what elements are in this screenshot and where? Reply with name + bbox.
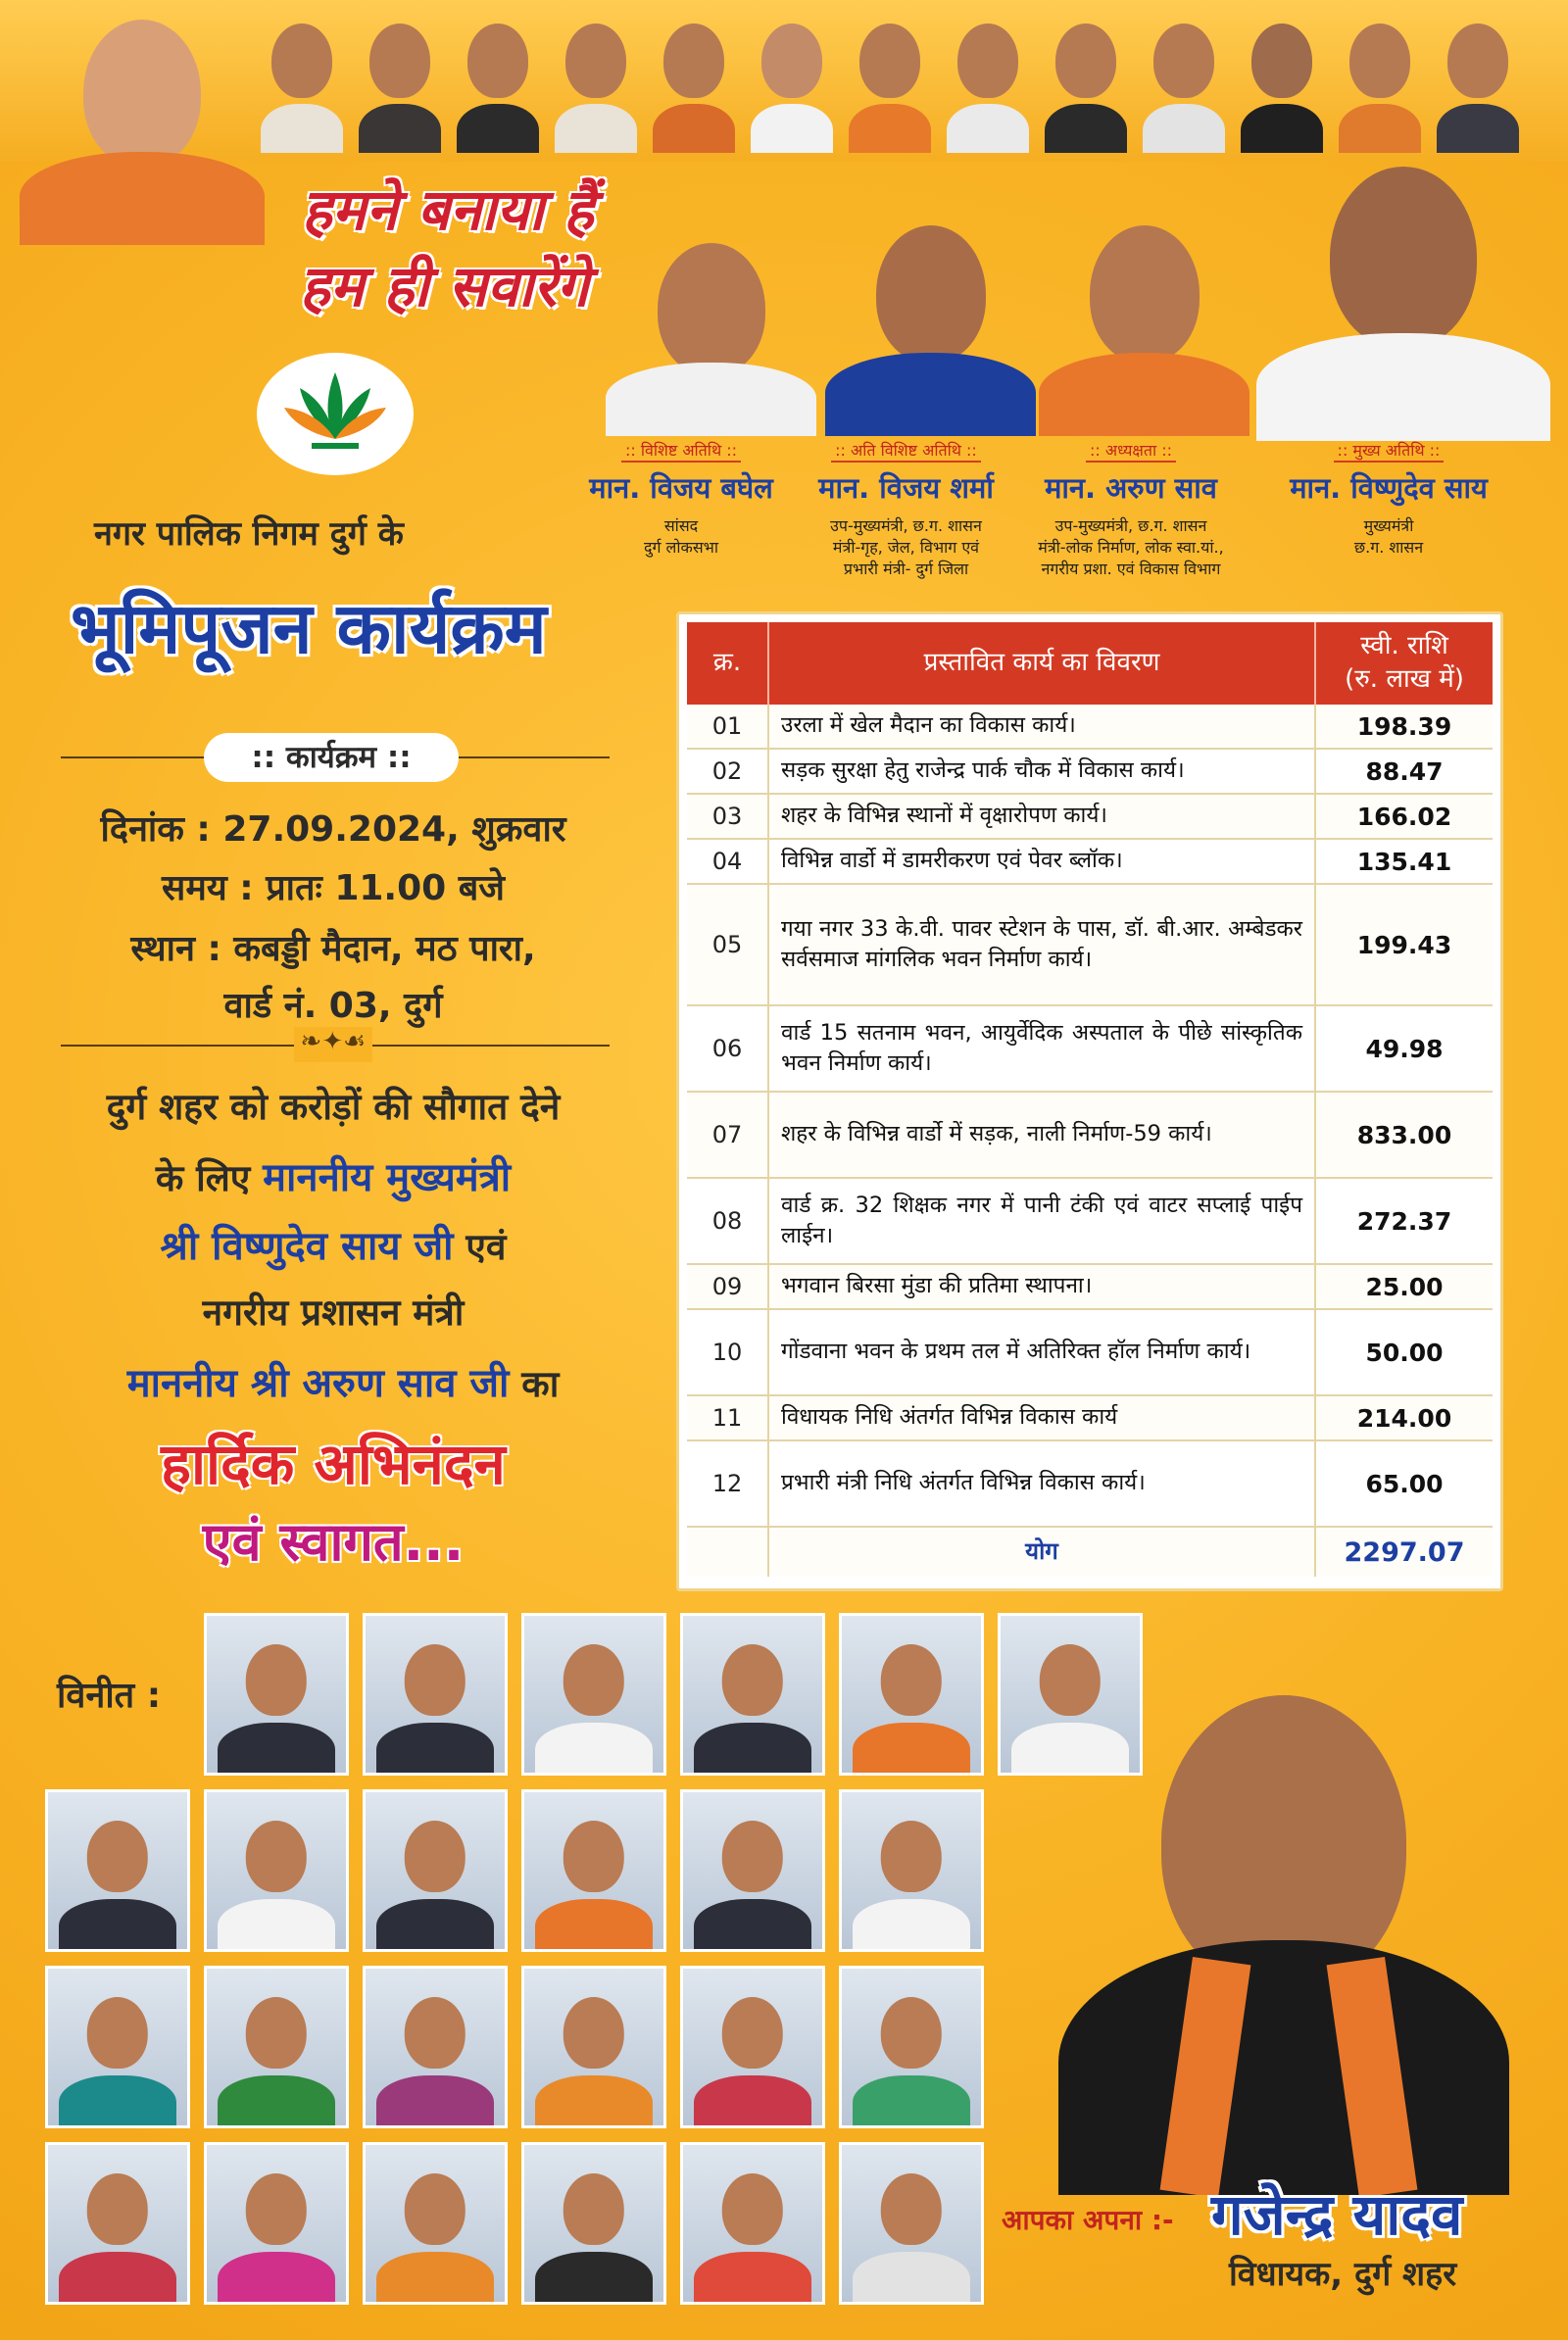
header-description: प्रस्तावित कार्य का विवरण <box>767 622 1316 705</box>
leader-photo <box>1433 6 1523 153</box>
row-description: विभिन्न वार्डो में डामरीकरण एवं पेवर ब्लॉक। <box>767 840 1316 883</box>
program-label: :: कार्यक्रम :: <box>204 733 459 782</box>
table-row <box>687 795 1493 840</box>
guest-name: मान. विजय शर्मा <box>818 471 994 505</box>
leader-photo <box>1335 6 1425 153</box>
message-line-4: नगरीय प्रशासन मंत्री <box>202 1292 465 1334</box>
table-row <box>687 750 1493 795</box>
row-description: वार्ड क्र. 32 शिक्षक नगर में पानी टंकी एवं वाटर सप्लाई पाईप लाईन। <box>767 1179 1316 1263</box>
table-row <box>687 1396 1493 1441</box>
row-serial: 09 <box>711 1273 743 1300</box>
header-amount-line2: (रु. लाख में) <box>1345 664 1464 694</box>
table-row <box>687 705 1493 750</box>
aapka-apna-label: आपका अपना :- <box>1002 2204 1174 2236</box>
row-serial: 02 <box>711 757 743 785</box>
event-title: भूमिपूजन कार्यक्रम <box>71 587 547 669</box>
guest-role: :: मुख्य अतिथि :: <box>1334 439 1445 463</box>
supporter-photo <box>839 1613 984 1776</box>
guest-desc: मंत्री-लोक निर्माण, लोक स्वा.यां., <box>1038 538 1224 557</box>
guest-role: :: विशिष्ट अतिथि :: <box>621 439 741 463</box>
bjp-lotus-logo <box>257 353 414 475</box>
message-highlight: श्री विष्णुदेव साय जी <box>160 1224 454 1269</box>
message-text: के लिए <box>155 1157 264 1199</box>
organizer-line: नगर पालिक निगम दुर्ग के <box>94 514 404 554</box>
row-serial: 11 <box>711 1404 743 1432</box>
row-amount: 214.00 <box>1356 1403 1452 1433</box>
mla-photo <box>1019 1627 1548 2195</box>
row-amount: 25.00 <box>1365 1272 1444 1301</box>
guest-desc: नगरीय प्रशा. एवं विकास विभाग <box>1041 560 1221 578</box>
supporter-photo <box>521 1789 666 1952</box>
leader-photo <box>747 6 837 153</box>
leader-photo <box>1041 6 1131 153</box>
row-amount: 50.00 <box>1365 1338 1444 1367</box>
table-row <box>687 1441 1493 1528</box>
mla-name: गजेन्द्र यादव <box>1211 2181 1463 2248</box>
total-empty <box>687 1528 767 1577</box>
guest-3 <box>1017 439 1245 579</box>
mla-designation: विधायक, दुर्ग शहर <box>1229 2255 1457 2294</box>
greeting-line-2: एवं स्वागत... <box>202 1511 465 1573</box>
leader-photo <box>453 6 543 153</box>
supporter-photo <box>680 2142 825 2305</box>
slogan-line-2: हम ही सवारेंगे <box>300 253 589 319</box>
message-text: का <box>509 1363 560 1405</box>
supporter-photo <box>680 1789 825 1952</box>
row-serial: 06 <box>711 1035 743 1062</box>
row-description: प्रभारी मंत्री निधि अंतर्गत विभिन्न विकास कार्य। <box>767 1441 1316 1526</box>
guest-4 <box>1247 439 1531 558</box>
row-description: शहर के विभिन्न वार्डो में सड़क, नाली निर्माण-59 कार्य। <box>767 1093 1316 1177</box>
row-serial: 07 <box>711 1121 743 1148</box>
event-time: समय : प्रातः 11.00 बजे <box>161 868 505 908</box>
guest-role: :: अध्यक्षता :: <box>1086 439 1176 463</box>
header-serial: क्र. <box>712 648 742 678</box>
guest-photo-arun-sao <box>1039 206 1250 436</box>
row-amount: 833.00 <box>1356 1120 1452 1149</box>
row-description: गया नगर 33 के.वी. पावर स्टेशन के पास, डॉ. बी.आर. अम्बेडकर सर्वसमाज मांगलिक भवन निर्माण कार्य। <box>767 885 1316 1004</box>
supporter-photo <box>839 1966 984 2128</box>
row-amount: 199.43 <box>1356 930 1452 959</box>
supporter-photo <box>204 2142 349 2305</box>
supporter-photo <box>521 2142 666 2305</box>
guest-desc: दुर्ग लोकसभा <box>643 538 719 557</box>
row-serial: 01 <box>711 712 743 740</box>
table-body <box>679 614 1500 1588</box>
event-place-2: वार्ड नं. 03, दुर्ग <box>223 986 443 1026</box>
table-row <box>687 1093 1493 1179</box>
supporter-photo <box>363 2142 508 2305</box>
table-row <box>687 1006 1493 1093</box>
supporter-photo <box>839 1789 984 1952</box>
guest-2 <box>796 439 1016 579</box>
guest-desc: प्रभारी मंत्री- दुर्ग जिला <box>843 560 969 578</box>
slogan-line-1: हमने बनाया हैं <box>302 176 594 243</box>
row-serial: 08 <box>711 1207 743 1235</box>
event-date: दिनांक : 27.09.2024, शुक्रवार <box>100 809 566 850</box>
row-description: गोंडवाना भवन के प्रथम तल में अतिरिक्त हॉल निर्माण कार्य। <box>767 1310 1316 1394</box>
supporter-photo <box>839 2142 984 2305</box>
supporter-photo <box>363 1966 508 2128</box>
row-description: शहर के विभिन्न स्थानों में वृक्षारोपण कार्य। <box>767 795 1316 838</box>
row-amount: 166.02 <box>1356 802 1452 831</box>
message-line-5 <box>20 1354 666 1408</box>
supporter-photo <box>45 1789 190 1952</box>
row-description: उरला में खेल मैदान का विकास कार्य। <box>767 705 1316 748</box>
table-row <box>687 1179 1493 1265</box>
vinit-label: विनीत : <box>57 1676 162 1716</box>
supporter-photo <box>680 1966 825 2128</box>
guest-name: मान. विष्णुदेव साय <box>1290 471 1488 505</box>
total-label: योग <box>767 1528 1316 1577</box>
message-line-2 <box>20 1148 647 1202</box>
guest-desc: उप-मुख्यमंत्री, छ.ग. शासन <box>1054 516 1207 535</box>
supporter-photo <box>363 1789 508 1952</box>
guest-desc: मंत्री-गृह, जेल, विभाग एवं <box>832 538 980 557</box>
table-row <box>687 840 1493 885</box>
leader-photo <box>355 6 445 153</box>
table-row <box>687 885 1493 1006</box>
guest-photo-vijay-sharma <box>825 206 1036 436</box>
guest-desc: उप-मुख्यमंत्री, छ.ग. शासन <box>830 516 982 535</box>
row-serial: 05 <box>711 931 743 958</box>
row-description: विधायक निधि अंतर्गत विभिन्न विकास कार्य <box>767 1396 1316 1439</box>
guest-desc: मुख्यमंत्री <box>1363 516 1414 535</box>
guest-name: मान. विजय बघेल <box>589 471 773 505</box>
total-value: 2297.07 <box>1344 1536 1465 1568</box>
leader-photo <box>551 6 641 153</box>
leader-photo <box>1237 6 1327 153</box>
row-amount: 135.41 <box>1356 847 1452 876</box>
message-highlight: माननीय श्री अरुण साव जी <box>126 1361 510 1406</box>
guest-name: मान. अरुण साव <box>1045 471 1217 505</box>
event-place-1: स्थान : कबड्डी मैदान, मठ पारा, <box>130 929 536 969</box>
message-text: एवं <box>453 1226 507 1268</box>
row-amount: 198.39 <box>1356 711 1452 741</box>
guest-role: :: अति विशिष्ट अतिथि :: <box>831 439 981 463</box>
supporter-photo <box>521 1966 666 2128</box>
leader-photo <box>649 6 739 153</box>
leader-photo <box>943 6 1033 153</box>
row-description: सड़क सुरक्षा हेतु राजेन्द्र पार्क चौक में विकास कार्य। <box>767 750 1316 793</box>
supporter-photo <box>45 1966 190 2128</box>
header-amount-line1: स्वी. राशि <box>1360 631 1448 661</box>
message-line-3 <box>20 1217 647 1271</box>
message-highlight: माननीय मुख्यमंत्री <box>263 1155 512 1200</box>
leader-photo <box>845 6 935 153</box>
table-total-row <box>687 1528 1493 1577</box>
message-line-1: दुर्ग शहर को करोड़ों की सौगात देने <box>106 1086 561 1128</box>
greeting-line-1: हार्दिक अभिनंदन <box>161 1431 506 1497</box>
row-amount: 272.37 <box>1356 1206 1452 1236</box>
guest-desc: सांसद <box>663 516 699 535</box>
works-table <box>676 611 1503 1591</box>
row-description: वार्ड 15 सतनाम भवन, आयुर्वेदिक अस्पताल के पीछे सांस्कृतिक भवन निर्माण कार्य। <box>767 1006 1316 1091</box>
ornament-icon: ❧✦☙ <box>294 1027 372 1062</box>
guest-photo-vijay-baghel <box>606 225 816 436</box>
row-serial: 12 <box>711 1470 743 1497</box>
supporter-photo <box>363 1613 508 1776</box>
leader-photo-large <box>20 0 265 245</box>
supporter-photo <box>680 1613 825 1776</box>
row-description: भगवान बिरसा मुंडा की प्रतिमा स्थापना। <box>767 1265 1316 1308</box>
row-serial: 03 <box>711 803 743 830</box>
row-amount: 88.47 <box>1365 756 1444 786</box>
table-row <box>687 1265 1493 1310</box>
guest-desc: छ.ग. शासन <box>1353 538 1424 557</box>
table-row <box>687 1310 1493 1396</box>
supporter-photo <box>45 2142 190 2305</box>
leader-photo <box>257 6 347 153</box>
guest-1 <box>559 439 804 558</box>
supporter-photo <box>204 1789 349 1952</box>
row-serial: 04 <box>711 848 743 875</box>
supporter-photo <box>204 1966 349 2128</box>
guest-photo-vishnudeo-sai <box>1256 147 1550 441</box>
leader-photo <box>1139 6 1229 153</box>
row-amount: 49.98 <box>1365 1034 1444 1063</box>
row-serial: 10 <box>711 1339 743 1366</box>
supporter-photo <box>521 1613 666 1776</box>
supporter-photo <box>204 1613 349 1776</box>
row-amount: 65.00 <box>1365 1469 1444 1498</box>
